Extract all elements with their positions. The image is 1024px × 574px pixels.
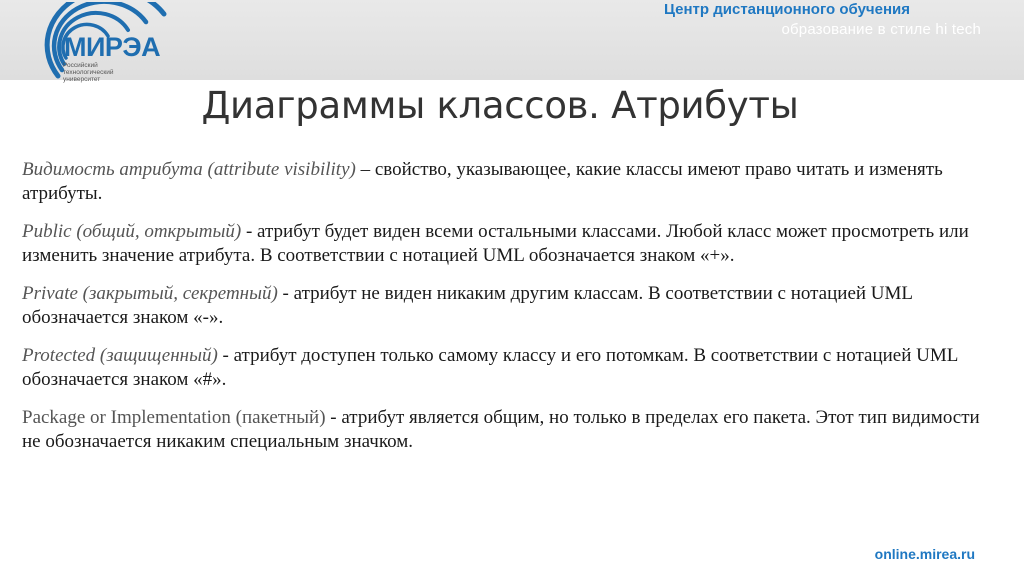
logo-subtitle-line: Российский — [63, 62, 98, 69]
paragraph-protected — [22, 344, 997, 392]
header-band — [0, 0, 1024, 83]
term-lead: Package or Implementation (пакетный) — [22, 407, 326, 428]
term-description: - атрибут доступен только самому классу и его потомкам. В соответствии с нотацией UML обозначается знаком «#». — [22, 345, 958, 390]
paragraph-visibility — [22, 158, 997, 206]
term-description: – свойство, указывающее, какие классы имеют право читать и изменять атрибуты. — [22, 159, 943, 204]
logo-subtitle-line: университет — [63, 76, 101, 83]
term-lead: Protected (защищенный) — [22, 345, 218, 366]
term-description: - атрибут будет виден всеми остальными классами. Любой класс может просмотреть или изменить значение атрибута. В соответствии с нотацией UML обозначается знаком «+». — [22, 221, 969, 266]
mirea-logo — [6, 2, 206, 84]
term-description: - атрибут является общим, но только в пределах его пакета. Этот тип видимости не обозначается никаким специальным значком. — [22, 407, 980, 452]
logo-subtitle-line: технологический — [63, 69, 114, 76]
paragraph-private — [22, 282, 997, 330]
slide-content — [22, 158, 997, 468]
logo-name: МИРЭА — [64, 32, 161, 62]
term-lead: Public (общий, открытый) — [22, 221, 242, 242]
term-lead: Private (закрытый, секретный) — [22, 283, 278, 304]
center-subtitle: образование в стиле hi tech — [781, 21, 981, 38]
footer-url[interactable]: online.mirea.ru — [874, 546, 975, 562]
center-title: Центр дистанционного обучения — [664, 1, 910, 18]
paragraph-package — [22, 406, 997, 454]
logo-subtitle — [63, 62, 143, 83]
term-description: - атрибут не виден никаким другим классам. В соответствии с нотацией UML обозначается знаком «-». — [22, 283, 913, 328]
term-lead: Видимость атрибута (attribute visibility) — [22, 159, 356, 180]
page-title: Диаграммы классов. Атрибуты — [201, 84, 799, 127]
paragraph-public — [22, 220, 997, 268]
